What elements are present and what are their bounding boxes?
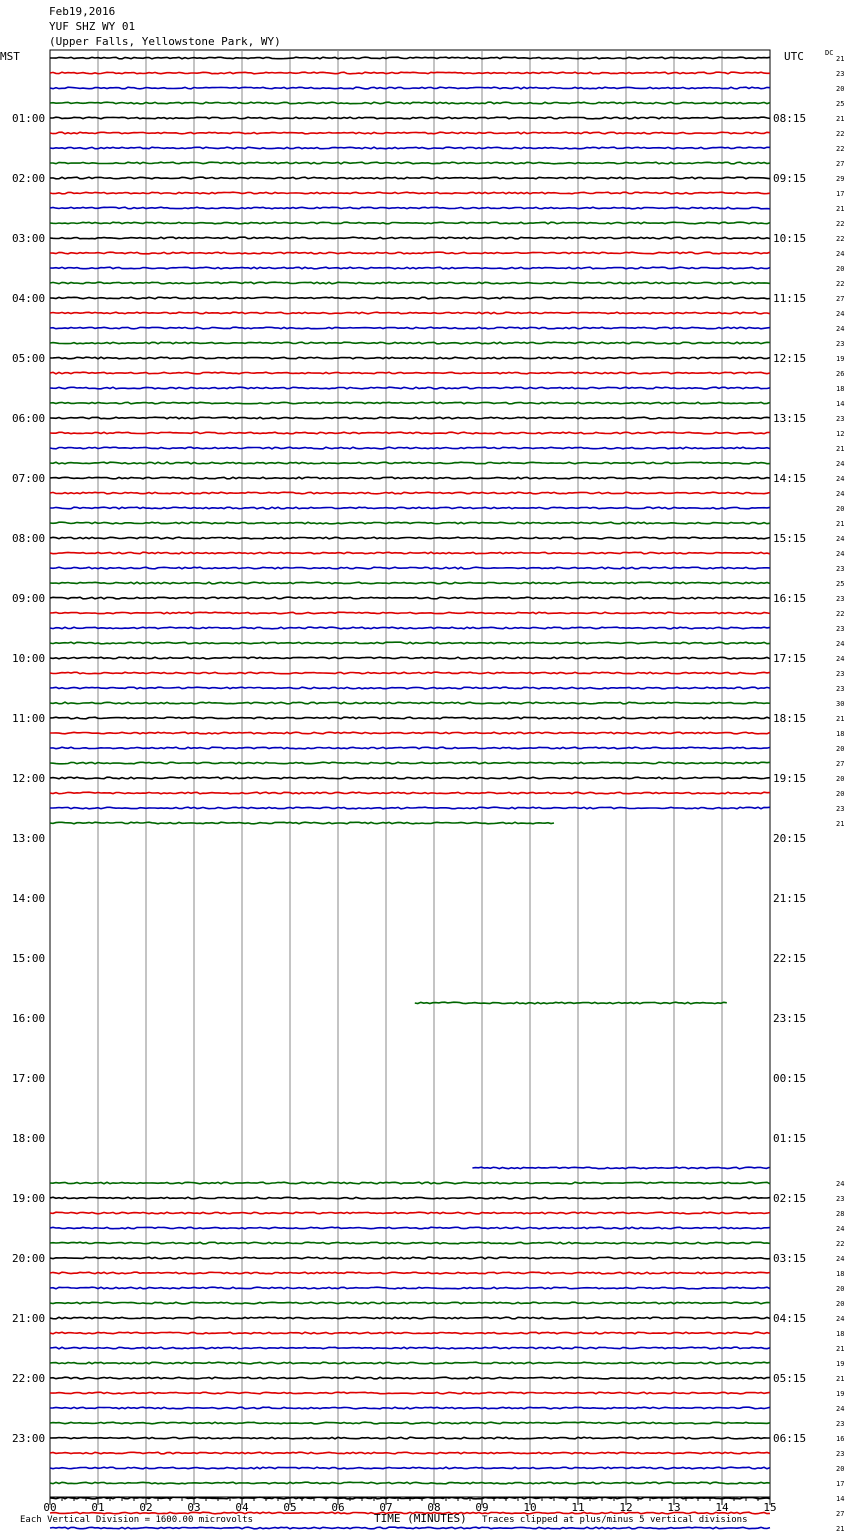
dc-offset-label: 21: [836, 115, 845, 123]
dc-offset-label: 21: [836, 520, 845, 528]
dc-offset-label: 22: [836, 610, 845, 618]
x-tick-label: 01: [91, 1501, 105, 1514]
dc-offset-label: 20: [836, 775, 845, 783]
dc-offset-label: 23: [836, 1195, 845, 1203]
dc-offset-label: 24: [836, 550, 845, 558]
dc-offset-label: 23: [836, 685, 845, 693]
seismic-trace: [50, 492, 770, 494]
dc-offset-label: 27: [836, 295, 845, 303]
utc-hour-label: 14:15: [773, 472, 807, 485]
mst-hour-label: 11:00: [12, 712, 46, 725]
right-axis-label: UTC: [784, 50, 804, 63]
mst-hour-label: 12:00: [12, 772, 46, 785]
seismic-trace: [50, 1347, 770, 1349]
seismic-trace: [50, 822, 554, 824]
seismic-trace: [50, 312, 770, 314]
mst-hour-label: 03:00: [12, 232, 46, 245]
dc-offset-label: 23: [836, 415, 845, 423]
dc-offset-label: 22: [836, 145, 845, 153]
dc-offset-label: 20: [836, 1465, 845, 1473]
utc-hour-label: 03:15: [773, 1252, 807, 1265]
seismic-trace: [50, 642, 770, 644]
scale-note: Each Vertical Division = 1600.00 microvolts: [20, 1515, 253, 1525]
dc-offset-label: 23: [836, 1450, 845, 1458]
x-tick-label: 15: [763, 1501, 777, 1514]
seismic-trace: [50, 357, 770, 359]
dc-offset-label: 21: [836, 205, 845, 213]
dc-offset-label: 23: [836, 565, 845, 573]
mst-hour-label: 14:00: [12, 892, 46, 905]
dc-offset-label: 24: [836, 640, 845, 648]
seismic-trace: [50, 177, 770, 179]
dc-offset-label: 18: [836, 730, 845, 738]
seismic-trace: [50, 1437, 770, 1439]
dc-offset-label: 23: [836, 805, 845, 813]
mst-hour-label: 07:00: [12, 472, 46, 485]
dc-offset-label: 18: [836, 1330, 845, 1338]
x-tick-label: 08: [427, 1501, 441, 1514]
dc-offset-label: 23: [836, 595, 845, 603]
dc-offset-label: 19: [836, 1390, 845, 1398]
x-tick-label: 13: [667, 1501, 681, 1514]
utc-hour-label: 06:15: [773, 1432, 807, 1445]
dc-offset-label: 21: [836, 715, 845, 723]
seismic-trace: [50, 1392, 770, 1394]
dc-offset-label: 24: [836, 1255, 845, 1263]
x-tick-label: 10: [523, 1501, 537, 1514]
x-tick-label: 06: [331, 1501, 345, 1514]
utc-hour-label: 22:15: [773, 952, 807, 965]
mst-hour-label: 22:00: [12, 1372, 46, 1385]
dc-offset-label: 24: [836, 490, 845, 498]
seismic-trace: [50, 222, 770, 224]
seismic-trace: [50, 252, 770, 254]
seismic-trace: [50, 1242, 770, 1244]
plot-date: Feb19,2016: [49, 5, 116, 18]
seismic-trace: [472, 1167, 769, 1169]
mst-hour-label: 20:00: [12, 1252, 46, 1265]
x-tick-label: 11: [571, 1501, 585, 1514]
seismic-trace: [50, 762, 770, 764]
dc-offset-label: 24: [836, 460, 845, 468]
dc-offset-label: 24: [836, 1315, 845, 1323]
seismic-trace: [50, 1422, 770, 1424]
seismic-trace: [50, 282, 770, 284]
dc-offset-label: 22: [836, 235, 845, 243]
seismic-trace: [50, 552, 770, 554]
dc-offset-label: 14: [836, 1495, 845, 1503]
dc-column-label: DC: [825, 49, 834, 57]
seismic-trace: [50, 522, 770, 524]
seismic-trace: [50, 1272, 770, 1274]
dc-offset-label: 20: [836, 790, 845, 798]
seismic-trace: [50, 342, 770, 344]
seismic-trace: [50, 1467, 770, 1469]
x-tick-label: 09: [475, 1501, 489, 1514]
dc-offset-label: 22: [836, 280, 845, 288]
seismic-trace: [50, 1407, 770, 1409]
dc-offset-label: 29: [836, 175, 845, 183]
utc-hour-label: 20:15: [773, 832, 807, 845]
seismic-trace: [50, 1527, 770, 1529]
dc-offset-label: 16: [836, 1435, 845, 1443]
dc-offset-label: 19: [836, 355, 845, 363]
utc-hour-label: 23:15: [773, 1012, 807, 1025]
seismic-trace: [50, 402, 770, 404]
mst-hour-label: 18:00: [12, 1132, 46, 1145]
seismic-trace: [50, 807, 770, 809]
dc-offset-label: 21: [836, 55, 845, 63]
left-axis-label: MST: [0, 50, 20, 63]
dc-offset-label: 17: [836, 1480, 845, 1488]
mst-hour-label: 01:00: [12, 112, 46, 125]
dc-offset-label: 18: [836, 385, 845, 393]
mst-hour-label: 10:00: [12, 652, 46, 665]
dc-offset-label: 22: [836, 1240, 845, 1248]
mst-hour-label: 05:00: [12, 352, 46, 365]
seismic-trace: [50, 297, 770, 299]
dc-offset-label: 19: [836, 1360, 845, 1368]
dc-offset-label: 22: [836, 130, 845, 138]
x-tick-label: 07: [379, 1501, 393, 1514]
dc-offset-label: 24: [836, 475, 845, 483]
seismic-trace: [50, 417, 770, 419]
utc-hour-label: 18:15: [773, 712, 807, 725]
seismic-trace: [50, 237, 770, 239]
dc-offset-label: 22: [836, 220, 845, 228]
dc-offset-label: 18: [836, 1270, 845, 1278]
x-tick-label: 00: [43, 1501, 57, 1514]
dc-offset-label: 25: [836, 100, 845, 108]
mst-hour-label: 06:00: [12, 412, 46, 425]
dc-offset-label: 17: [836, 190, 845, 198]
dc-offset-label: 21: [836, 1345, 845, 1353]
seismic-trace: [50, 162, 770, 164]
dc-offset-label: 21: [836, 1525, 845, 1533]
utc-hour-label: 13:15: [773, 412, 807, 425]
dc-offset-label: 24: [836, 535, 845, 543]
utc-hour-label: 19:15: [773, 772, 807, 785]
dc-offset-label: 23: [836, 340, 845, 348]
seismic-trace: [50, 1377, 770, 1379]
seismic-trace: [50, 1287, 770, 1289]
utc-hour-label: 17:15: [773, 652, 807, 665]
seismic-trace: [50, 567, 770, 569]
seismic-trace: [50, 477, 770, 479]
utc-hour-label: 08:15: [773, 112, 807, 125]
dc-offset-label: 20: [836, 505, 845, 513]
dc-offset-label: 24: [836, 655, 845, 663]
seismic-trace: [50, 72, 770, 74]
dc-offset-label: 24: [836, 1225, 845, 1233]
x-tick-label: 04: [235, 1501, 249, 1514]
mst-hour-label: 13:00: [12, 832, 46, 845]
seismic-trace: [50, 1212, 770, 1214]
mst-hour-label: 09:00: [12, 592, 46, 605]
mst-hour-label: 15:00: [12, 952, 46, 965]
seismic-trace: [50, 132, 770, 134]
seismic-trace: [50, 717, 770, 719]
seismic-trace: [50, 267, 770, 269]
station-code: YUF SHZ WY 01: [49, 20, 136, 33]
seismic-trace: [50, 462, 770, 464]
seismic-trace: [50, 777, 770, 779]
seismic-trace: [50, 1302, 770, 1304]
dc-offset-label: 23: [836, 70, 845, 78]
seismic-trace: [50, 117, 770, 119]
seismic-trace: [50, 672, 770, 674]
seismic-trace: [50, 1482, 770, 1484]
utc-hour-label: 21:15: [773, 892, 807, 905]
x-tick-label: 05: [283, 1501, 297, 1514]
seismic-trace: [50, 702, 770, 704]
utc-hour-label: 11:15: [773, 292, 807, 305]
mst-hour-label: 17:00: [12, 1072, 46, 1085]
seismic-trace: [50, 1257, 770, 1259]
dc-offset-label: 20: [836, 265, 845, 273]
x-tick-label: 03: [187, 1501, 201, 1514]
utc-hour-label: 00:15: [773, 1072, 807, 1085]
dc-offset-label: 20: [836, 745, 845, 753]
mst-hour-label: 08:00: [12, 532, 46, 545]
utc-hour-label: 15:15: [773, 532, 807, 545]
dc-offset-label: 23: [836, 1420, 845, 1428]
station-location: (Upper Falls, Yellowstone Park, WY): [49, 35, 281, 48]
seismic-trace: [50, 327, 770, 329]
seismic-trace: [50, 147, 770, 149]
dc-offset-label: 21: [836, 820, 845, 828]
seismic-trace: [50, 792, 770, 794]
seismic-trace: [50, 597, 770, 599]
dc-offset-label: 23: [836, 625, 845, 633]
seismic-trace: [50, 1182, 770, 1184]
dc-offset-label: 25: [836, 580, 845, 588]
dc-offset-label: 21: [836, 1375, 845, 1383]
seismic-trace: [50, 432, 770, 434]
utc-hour-label: 02:15: [773, 1192, 807, 1205]
mst-hour-label: 23:00: [12, 1432, 46, 1445]
dc-offset-label: 20: [836, 85, 845, 93]
seismic-trace: [50, 582, 770, 584]
dc-offset-label: 24: [836, 1180, 845, 1188]
seismic-trace: [50, 372, 770, 374]
seismic-trace: [50, 687, 770, 689]
dc-offset-label: 28: [836, 1210, 845, 1218]
dc-offset-label: 21: [836, 445, 845, 453]
mst-hour-label: 19:00: [12, 1192, 46, 1205]
dc-offset-label: 24: [836, 250, 845, 258]
dc-offset-label: 27: [836, 160, 845, 168]
seismic-trace: [50, 192, 770, 194]
dc-offset-label: 20: [836, 1285, 845, 1293]
seismic-trace: [50, 207, 770, 209]
dc-offset-label: 27: [836, 760, 845, 768]
dc-offset-label: 24: [836, 1405, 845, 1413]
dc-offset-label: 27: [836, 1510, 845, 1518]
x-tick-label: 14: [715, 1501, 729, 1514]
seismic-trace: [50, 87, 770, 89]
seismic-trace: [50, 732, 770, 734]
seismic-trace: [50, 612, 770, 614]
utc-hour-label: 10:15: [773, 232, 807, 245]
seismic-trace: [50, 57, 770, 59]
seismic-trace: [50, 447, 770, 449]
seismic-trace: [50, 1197, 770, 1199]
dc-offset-label: 26: [836, 370, 845, 378]
mst-hour-label: 16:00: [12, 1012, 46, 1025]
mst-hour-label: 02:00: [12, 172, 46, 185]
utc-hour-label: 12:15: [773, 352, 807, 365]
seismic-trace: [50, 627, 770, 629]
clip-note: Traces clipped at plus/minus 5 vertical divisions: [482, 1515, 748, 1525]
utc-hour-label: 01:15: [773, 1132, 807, 1145]
seismic-trace: [415, 1002, 727, 1004]
mst-hour-label: 21:00: [12, 1312, 46, 1325]
utc-hour-label: 04:15: [773, 1312, 807, 1325]
x-axis-title: TIME (MINUTES): [374, 1512, 467, 1525]
x-tick-label: 02: [139, 1501, 153, 1514]
seismic-trace: [50, 387, 770, 389]
mst-hour-label: 04:00: [12, 292, 46, 305]
dc-offset-label: 24: [836, 310, 845, 318]
dc-offset-label: 20: [836, 1300, 845, 1308]
seismic-trace: [50, 747, 770, 749]
seismic-trace: [50, 507, 770, 509]
seismic-trace: [50, 1362, 770, 1364]
seismic-trace: [50, 657, 770, 659]
seismic-trace: [50, 537, 770, 539]
seismic-trace: [50, 102, 770, 104]
utc-hour-label: 05:15: [773, 1372, 807, 1385]
seismic-trace: [50, 1317, 770, 1319]
seismic-trace: [50, 1332, 770, 1334]
utc-hour-label: 16:15: [773, 592, 807, 605]
dc-offset-label: 24: [836, 325, 845, 333]
dc-offset-label: 12: [836, 430, 845, 438]
seismic-trace: [50, 1452, 770, 1454]
dc-offset-label: 14: [836, 400, 845, 408]
dc-offset-label: 23: [836, 670, 845, 678]
dc-offset-label: 30: [836, 700, 845, 708]
utc-hour-label: 09:15: [773, 172, 807, 185]
seismic-trace: [50, 1227, 770, 1229]
x-tick-label: 12: [619, 1501, 633, 1514]
